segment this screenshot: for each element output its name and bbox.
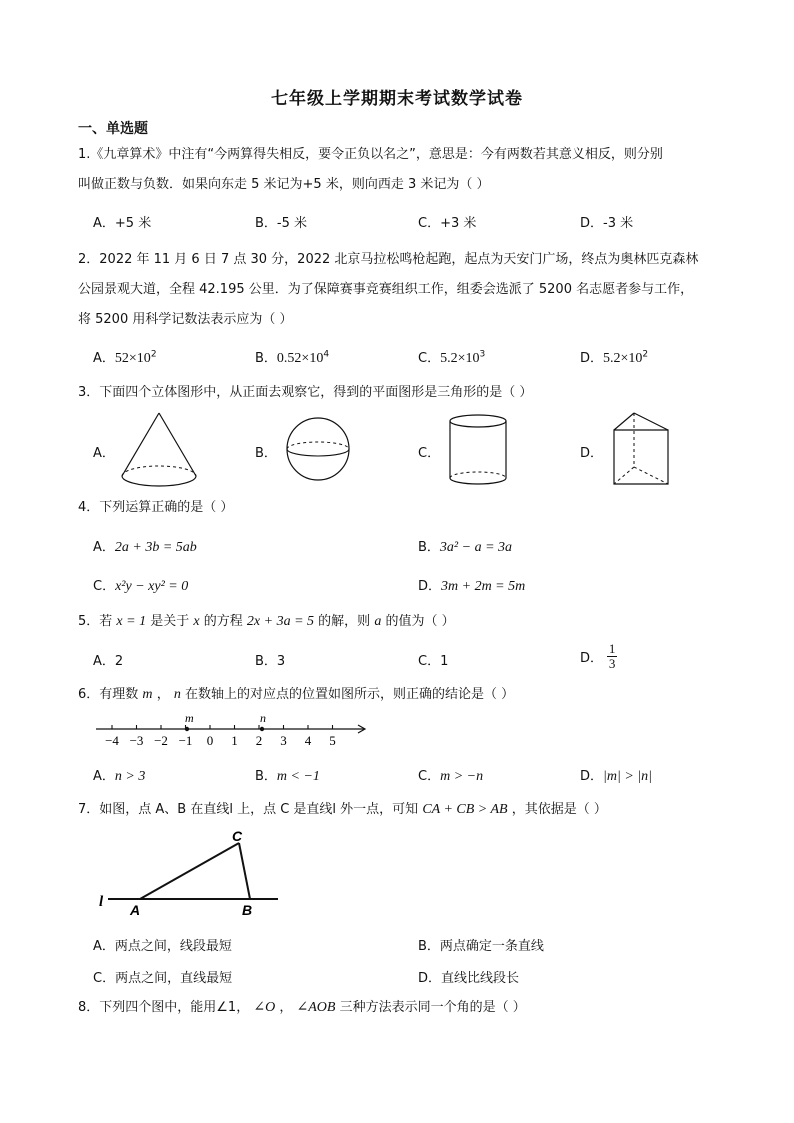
prism-figure [606,410,676,490]
option-label: D． [418,579,442,594]
label-l: l [99,894,104,910]
point-n [260,727,264,731]
q7-text-a: 7．如图，点 A、B 在直线l 上，点 C 是直线l 外一点，可知 [78,802,419,817]
fraction-numerator: 1 [608,641,616,656]
q3-option-c[interactable]: C． [418,446,441,461]
q8-text-c: 三种方法表示同一个角的是（ ） [339,1000,526,1015]
q6-text-b: ， [156,687,170,702]
option-exponent: 2 [150,349,157,360]
axis-tick-label: −3 [129,733,144,748]
point-m-label: m [185,712,194,725]
option-label: A． [93,540,115,555]
q5-option-a[interactable]: A．2 [93,654,124,669]
axis-tick-label: 1 [231,733,238,748]
option-expr: 5.2×10 [603,351,643,366]
option-label: D． [580,651,604,666]
q2-option-b[interactable] [255,347,329,367]
q1-option-a[interactable]: A．+5 米 [93,216,152,231]
label-a: A [130,902,141,918]
label-b: B [242,902,253,918]
q7-option-b[interactable]: B．两点确定一条直线 [418,939,544,954]
q1-option-c[interactable]: C．+3 米 [418,216,477,231]
segment-ca [140,843,239,899]
q5-text-c: 的方程 [203,614,243,629]
option-exponent: 3 [479,349,486,360]
q5-variable-x: x [193,614,200,629]
option-expr: 52×10 [114,351,151,366]
option-expr: m > −n [440,769,484,784]
q8-stem [78,998,526,1018]
label-c: C [232,828,243,844]
number-line-figure [92,712,374,752]
axis-tick-label: 0 [206,733,214,748]
q4-option-b[interactable] [418,536,512,556]
sphere-figure [284,415,352,483]
q6-text-c: 在数轴上的对应点的位置如图所示，则正确的结论是（ ） [184,687,515,702]
option-label: D． [580,769,604,784]
axis-tick-label: −1 [178,733,193,748]
q2-option-c[interactable] [418,347,485,367]
q4-stem: 4．下列运算正确的是（ ） [78,500,234,515]
q5-option-d[interactable] [580,642,617,671]
point-n-label: n [260,712,266,725]
option-expr: 0.52×10 [276,351,324,366]
triangle-line-figure [96,826,286,918]
q3-option-a[interactable]: A． [93,446,115,461]
q6-var-n: n [173,687,181,702]
axis-tick-label: 3 [280,733,287,748]
q4-option-c[interactable] [93,575,188,595]
option-expr: 3a² − a = 3a [439,540,513,555]
option-expr: 3m + 2m = 5m [441,579,526,594]
q5-equation: 2x + 3a = 5 [246,614,315,629]
axis-tick-label: 4 [304,733,312,748]
q7-stem [78,800,607,820]
q1-stem-line2: 叫做正数与负数．如果向东走 5 米记为+5 米，则向西走 3 米记为（ ） [78,177,490,192]
option-label: A． [93,769,115,784]
q7-option-d[interactable]: D．直线比线段长 [418,971,520,986]
q1-stem-line1: 1.《九章算术》中注有“今两算得失相反，要令正负以名之”，意思是：今有两数若其意义相反，则分别 [78,147,663,162]
option-expr: n > 3 [114,769,146,784]
option-exponent: 2 [642,349,649,360]
q2-stem-line1: 2．2022 年 11 月 6 日 7 点 30 分，2022 北京马拉松鸣枪起跑，起点为天安门广场，终点为奥林匹克森林 [78,252,699,267]
option-expr: 2a + 3b = 5ab [114,540,197,555]
q7-option-c[interactable]: C．两点之间，直线最短 [93,971,233,986]
q5-text-b: 是关于 [150,614,190,629]
q5-variable-a: a [374,614,382,629]
q1-option-d[interactable]: D．-3 米 [580,216,634,231]
option-exponent: 4 [323,349,330,360]
section-heading: 一、单选题 [78,121,148,137]
q2-stem-line3: 将 5200 用科学记数法表示应为（ ） [78,312,293,327]
q8-angle-o: ∠O [253,1000,276,1015]
q1-option-b[interactable]: B．-5 米 [255,216,308,231]
q6-stem [78,685,514,705]
option-label: B． [255,769,277,784]
cone-figure [118,410,200,490]
fraction-denominator: 3 [608,656,616,671]
q5-option-c[interactable]: C．1 [418,654,449,669]
q2-option-a[interactable] [93,347,157,367]
q4-option-a[interactable] [93,536,197,556]
option-expr: |m| > |n| [603,769,652,784]
q7-text-b: ，其依据是（ ） [511,802,607,817]
q6-option-c[interactable] [418,765,483,785]
q3-option-d[interactable]: D． [580,446,604,461]
q8-angle-aob: ∠AOB [296,1000,336,1015]
option-label: C． [93,579,116,594]
option-expr: m < −1 [276,769,320,784]
q8-text-a: 8．下列四个图中，能用∠1， [78,1000,250,1015]
option-label: C． [418,351,441,366]
axis-tick-label: 2 [255,733,263,748]
q6-option-b[interactable] [255,765,320,785]
q5-stem [78,612,455,632]
option-label: C． [418,769,441,784]
cylinder-figure [446,412,510,488]
point-m [185,727,189,731]
q5-text-e: 的值为（ ） [385,614,455,629]
option-label: B． [418,540,440,555]
axis-tick-label: 5 [329,733,336,748]
q6-option-d[interactable] [580,765,652,785]
q2-option-d[interactable] [580,347,648,367]
axis-tick-label: −4 [105,733,119,748]
q7-option-a[interactable]: A．两点之间，线段最短 [93,939,232,954]
q6-text-a: 6．有理数 [78,687,139,702]
q4-option-d[interactable] [418,575,525,595]
q5-option-b[interactable]: B．3 [255,654,286,669]
axis-tick-label: −2 [154,733,168,748]
q5-text-a: 5．若 [78,614,113,629]
option-expr: 5.2×10 [440,351,480,366]
q3-stem: 3．下面四个立体图形中，从正面去观察它，得到的平面图形是三角形的是（ ） [78,385,533,400]
option-expr: x²y − xy² = 0 [115,579,189,594]
option-label: A． [93,351,115,366]
q3-option-b[interactable]: B． [255,446,277,461]
q8-text-b: ， [279,1000,293,1015]
option-label: B． [255,351,277,366]
q6-option-a[interactable] [93,765,145,785]
page-title: 七年级上学期期末考试数学试卷 [271,89,523,109]
q2-stem-line2: 公园景观大道，全程 42.195 公里．为了保障赛事竞赛组织工作，组委会选派了 5200 名志愿者参与工作， [78,282,694,297]
q5-condition: x = 1 [116,614,147,629]
fraction [607,642,617,671]
option-label: D． [580,351,604,366]
q5-text-d: 的解，则 [318,614,371,629]
q7-inequality: CA + CB > AB [422,802,508,817]
q6-var-m: m [142,687,153,702]
segment-cb [239,843,250,899]
